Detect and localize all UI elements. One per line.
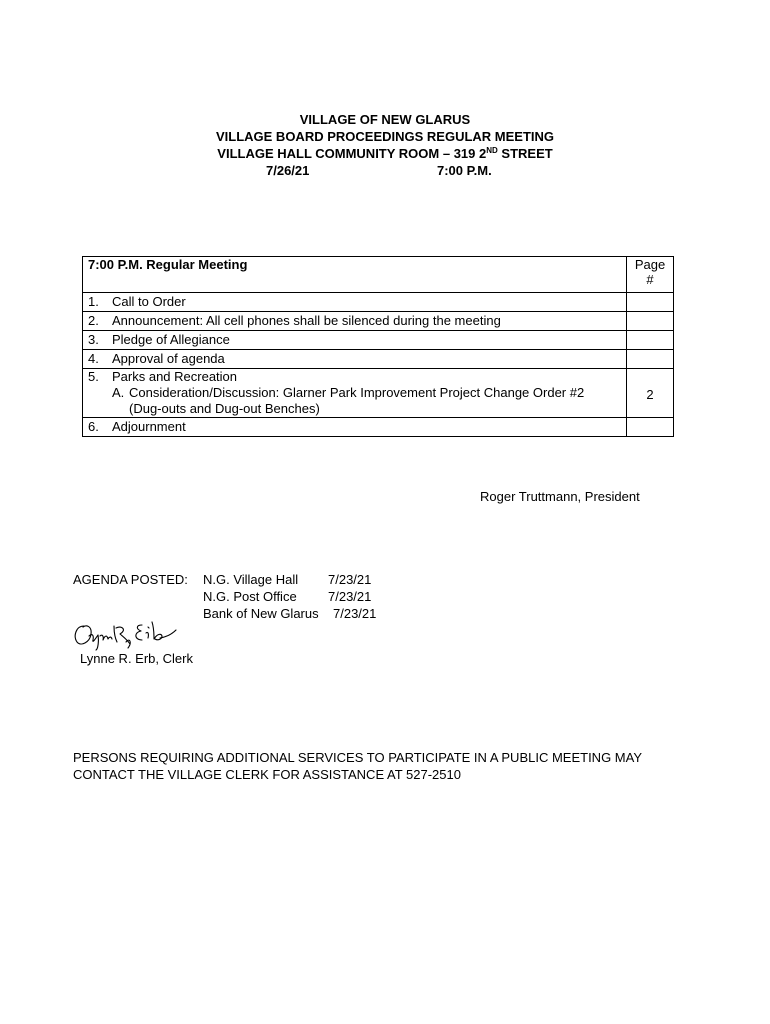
- agenda-item-page: [627, 312, 674, 331]
- agenda-subitem: [88, 385, 621, 401]
- agenda-header-row: [83, 257, 674, 293]
- document-header: [0, 111, 770, 179]
- signature-icon: [70, 616, 182, 652]
- header-line-3-superscript: ND: [486, 146, 498, 155]
- header-line-3: [0, 145, 770, 162]
- agenda-subitem-text: Consideration/Discussion: Glarner Park Improvement Project Change Order #2: [129, 385, 585, 400]
- agenda-subitem-continuation: (Dug-outs and Dug-out Benches): [129, 401, 320, 416]
- agenda-item-text: Call to Order: [112, 294, 186, 309]
- header-dateline: [0, 162, 770, 179]
- page-header-label: Page: [634, 257, 666, 272]
- header-line-3-suffix: STREET: [497, 146, 553, 161]
- agenda-item-line: [88, 369, 621, 385]
- agenda-item-cell: [83, 293, 627, 312]
- agenda-item-row: [83, 350, 674, 369]
- posted-location-place: N.G. Village Hall: [203, 572, 299, 587]
- accessibility-notice: [73, 749, 713, 783]
- agenda-item-number: 5.: [88, 369, 99, 384]
- agenda-item-number: 1.: [88, 294, 99, 309]
- notice-line-1: PERSONS REQUIRING ADDITIONAL SERVICES TO PARTICIPATE IN A PUBLIC MEETING MAY: [73, 750, 642, 765]
- agenda-item-text: Adjournment: [112, 419, 186, 434]
- agenda-item-text: Announcement: All cell phones shall be silenced during the meeting: [112, 313, 501, 328]
- header-line-2: VILLAGE BOARD PROCEEDINGS REGULAR MEETING: [215, 129, 555, 144]
- agenda-item-number: 3.: [88, 332, 99, 347]
- agenda-item-page: [627, 331, 674, 350]
- header-line-3-text: VILLAGE HALL COMMUNITY ROOM – 319 2: [217, 146, 487, 161]
- agenda-item-row-with-subitem: [83, 369, 674, 418]
- agenda-item-page: [627, 350, 674, 369]
- clerk-name: Lynne R. Erb, Clerk: [80, 651, 193, 666]
- agenda-item-page-blank: [632, 369, 668, 387]
- agenda-item-row: [83, 312, 674, 331]
- agenda-item-cell: [83, 312, 627, 331]
- agenda-item-page: [627, 293, 674, 312]
- agenda-item-number: 6.: [88, 419, 99, 434]
- agenda-item-page: [627, 369, 674, 418]
- header-line-1: VILLAGE OF NEW GLARUS: [299, 112, 471, 127]
- agenda-item-text: Parks and Recreation: [112, 369, 238, 384]
- meeting-date: 7/26/21: [266, 163, 310, 178]
- agenda-title: 7:00 P.M. Regular Meeting: [88, 257, 248, 272]
- page-header-symbol: #: [646, 272, 654, 287]
- posted-location-date: 7/23/21: [333, 606, 377, 621]
- agenda-subitem-letter: A.: [112, 385, 125, 400]
- posted-location-date: 7/23/21: [328, 589, 372, 604]
- agenda-item-number: 4.: [88, 351, 99, 366]
- agenda-item-row: [83, 331, 674, 350]
- agenda-item-page: [627, 418, 674, 437]
- agenda-table: [82, 256, 674, 437]
- agenda-item-number: 2.: [88, 313, 99, 328]
- agenda-posted-label: AGENDA POSTED:: [73, 572, 188, 587]
- agenda-item-cell: [83, 418, 627, 437]
- agenda-item-row: [83, 293, 674, 312]
- agenda-item-row: [83, 418, 674, 437]
- posted-location-date: 7/23/21: [328, 572, 372, 587]
- agenda-subitem-page: 2: [646, 387, 654, 402]
- agenda-item-text: Pledge of Allegiance: [112, 332, 230, 347]
- notice-line-2: CONTACT THE VILLAGE CLERK FOR ASSISTANCE AT 527-2510: [73, 767, 461, 782]
- president-name: Roger Truttmann, President: [480, 489, 640, 504]
- agenda-item-cell: [83, 350, 627, 369]
- agenda-item-cell: [83, 369, 627, 418]
- page-column-header: [627, 257, 674, 293]
- posted-location-place: N.G. Post Office: [203, 589, 297, 604]
- agenda-title-cell: [83, 257, 627, 293]
- posted-location-place: Bank of New Glarus: [203, 606, 319, 621]
- agenda-item-text: Approval of agenda: [112, 351, 225, 366]
- agenda-item-cell: [83, 331, 627, 350]
- meeting-time: 7:00 P.M.: [437, 163, 492, 178]
